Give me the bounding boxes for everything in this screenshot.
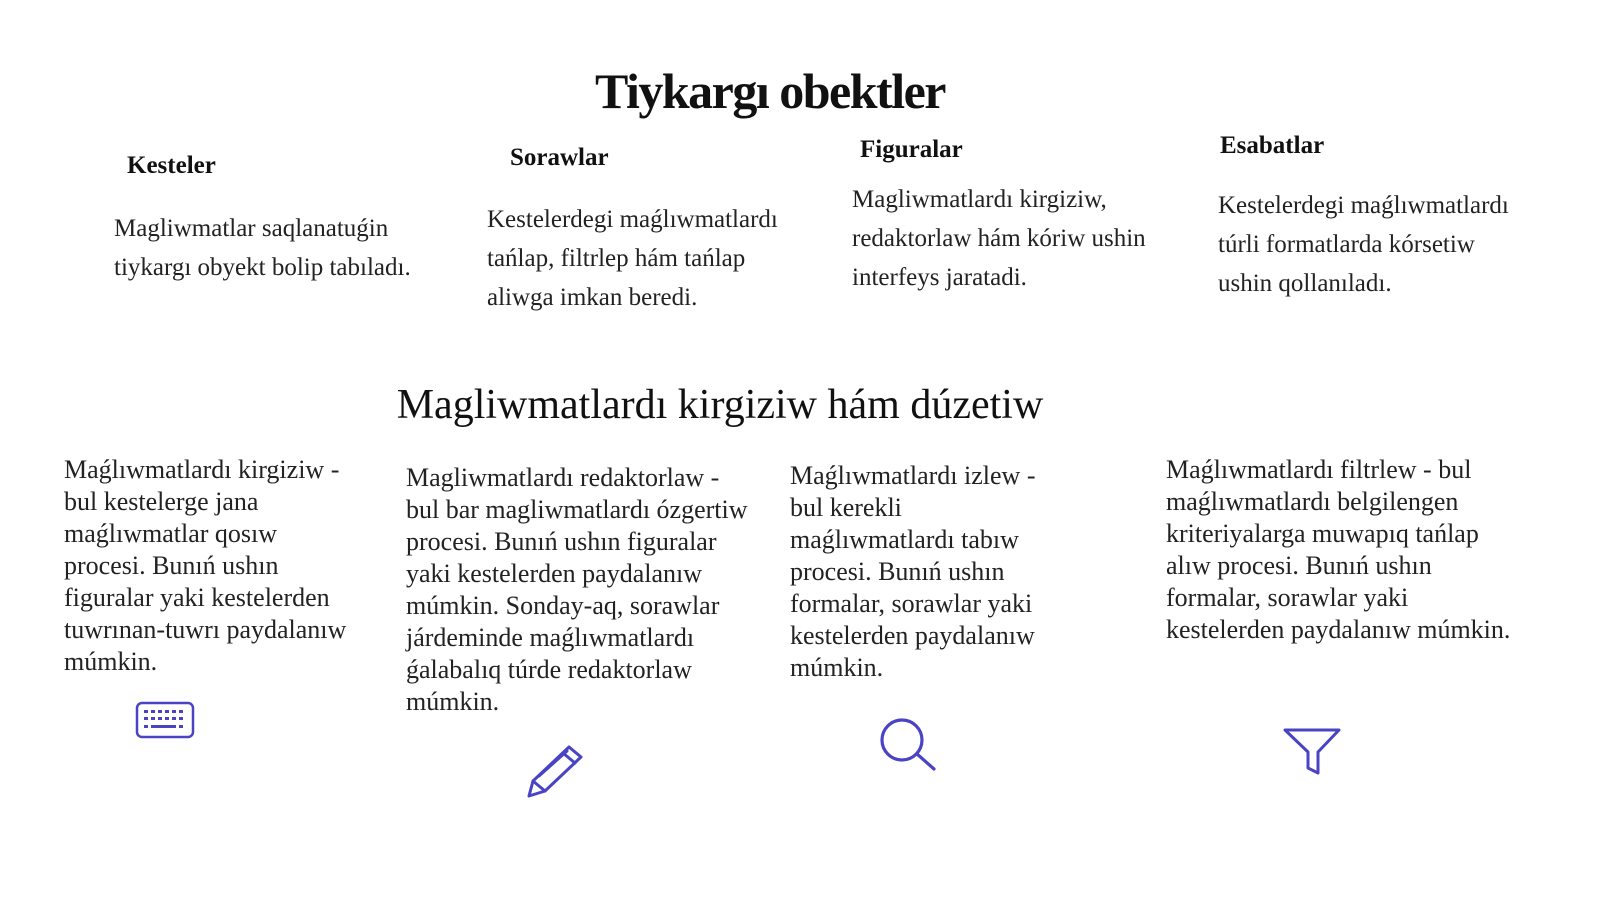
column-text-search: Maǵlıwmatlardı izlew - bul kerekli maǵlıwmatlardı tabıw procesi. Bunıń ushın formalar, sorawlar yaki kestelerden paydalanıw múmkin. (790, 461, 1036, 682)
card-body-sorawlar: Kestelerdegi maǵlıwmatlardı tańlap, filtrlep hám tańlap aliwga imkan beredi. (487, 206, 778, 311)
card-body-esabatlar: Kestelerdegi maǵlıwmatlardı túrli formatlarda kórsetiw ushin qollanıladı. (1218, 192, 1509, 297)
card-body-kesteler: Magliwmatlar saqlanatuǵin tiykargı obyekt bolip tabıladı. (114, 215, 411, 281)
card-heading-kesteler: Kesteler (127, 152, 216, 179)
filter-icon (1282, 727, 1342, 777)
keyboard-icon (135, 700, 195, 740)
section-title: Magliwmatlardı kirgiziw hám dúzetiw (396, 382, 1044, 428)
card-heading-figuralar: Figuralar (860, 136, 963, 163)
pencil-icon (525, 743, 587, 799)
column-text-entry: Maǵlıwmatlardı kirgiziw - bul kestelerge jana maǵlıwmatlar qosıw procesi. Bunıń ushın figuralar yaki kestelerden tuwrınan-tuwrı paydalanıw múmkin. (64, 455, 347, 676)
page-title: Tiykargı obektler (595, 63, 945, 119)
column-text-filter: Maǵlıwmatlardı filtrlew - bul maǵlıwmatlardı belgilengen kriteriyalarga muwapıq tańlap alıw procesi. Bunıń ushın formalar, sorawlar yaki kestelerden paydalanıw múmkin. (1166, 455, 1511, 644)
column-text-editing: Magliwmatlardı redaktorlaw - bul bar magliwmatlardı ózgertiw procesi. Bunıń ushın figuralar yaki kestelerden paydalanıw múmkin. Sonday-aq, sorawlar járdeminde maǵlıwmatlardı ǵalabalıq túrde redaktorlaw múmkin. (406, 463, 748, 716)
card-heading-sorawlar: Sorawlar (510, 144, 609, 171)
card-heading-esabatlar: Esabatlar (1220, 132, 1325, 159)
search-icon (878, 718, 940, 776)
card-body-figuralar: Magliwmatlardı kirgiziw, redaktorlaw hám kóriw ushin interfeys jaratadi. (852, 186, 1146, 291)
